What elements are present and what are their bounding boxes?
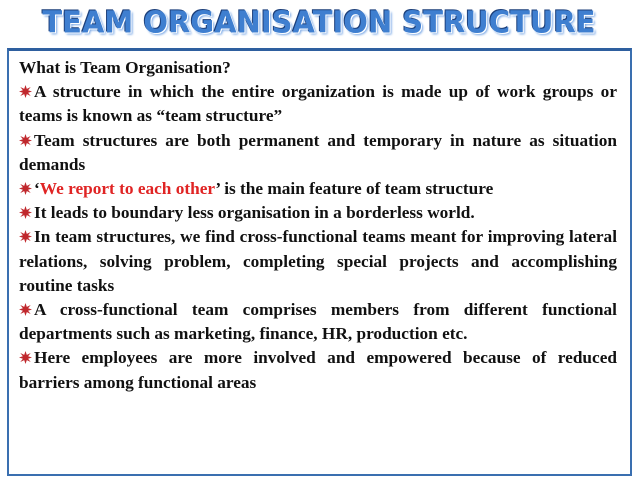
bullet-text-4: It leads to boundary less organisation in a borderless world. (34, 203, 475, 223)
starburst-bullet-icon (19, 134, 32, 147)
starburst-bullet-icon (19, 182, 32, 195)
starburst-bullet-icon (19, 230, 32, 243)
starburst-bullet-icon (19, 351, 32, 364)
bullet-text-2: Team structures are both permanent and temporary in nature as situation demands (19, 130, 617, 174)
slide-title: TEAM ORGANISATION STRUCTURE (42, 4, 596, 40)
bullet-item-6 (19, 298, 617, 346)
body-text (19, 56, 617, 395)
bullet-item-4 (19, 201, 617, 225)
bullet-text-1: A structure in which the entire organization is made up of work groups or teams is known as “team structure” (19, 82, 617, 126)
starburst-bullet-icon (19, 206, 32, 219)
starburst-bullet-icon (19, 85, 32, 98)
bullet-item-1 (19, 80, 617, 128)
starburst-bullet-icon (19, 303, 32, 316)
bullet-text-6: A cross-functional team comprises members from different functional departments such as marketing, finance, HR, production etc. (19, 300, 617, 344)
bullet-item-3 (19, 177, 617, 201)
bullet-3-highlight: We report to each other (39, 179, 216, 199)
bullet-item-5 (19, 225, 617, 298)
bullet-item-7 (19, 346, 617, 394)
question-heading: What is Team Organisation? (19, 58, 231, 77)
bullet-text-7: Here employees are more involved and empowered because of reduced barriers among functional areas (19, 348, 617, 392)
bullet-3-open-quote: ‘ (34, 179, 40, 199)
bullet-text-5: In team structures, we find cross-functional teams meant for improving lateral relations, solving problem, completing special projects and accomplishing routine tasks (19, 227, 617, 295)
bullet-3-rest: ’ is the main feature of team structure (215, 179, 494, 199)
bullet-item-2 (19, 129, 617, 177)
